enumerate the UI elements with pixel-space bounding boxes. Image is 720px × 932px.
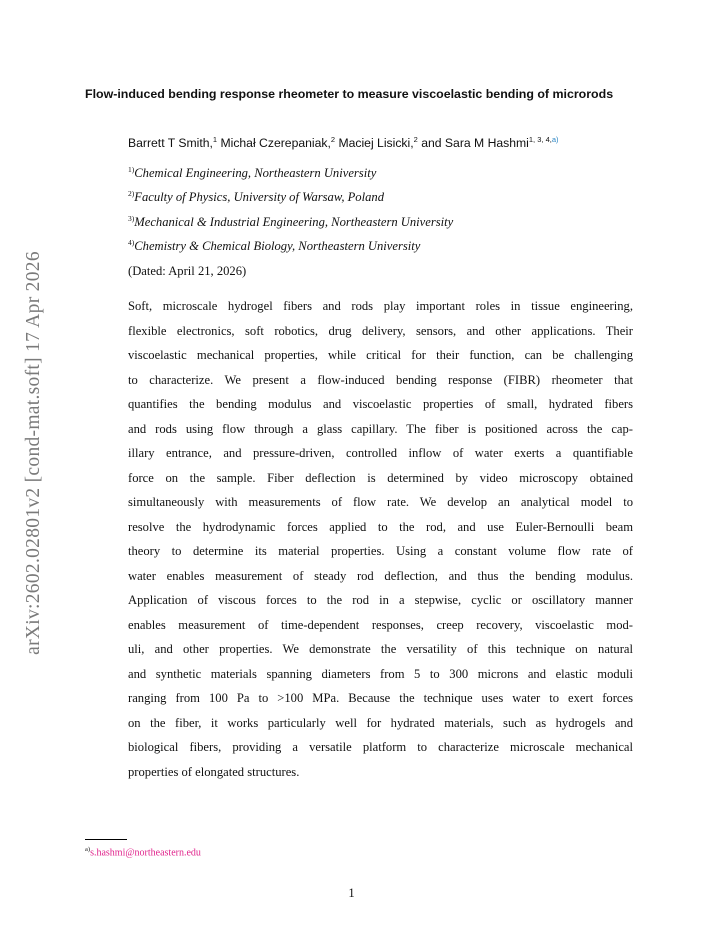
abstract-line: enables measurement of time-dependent responses, creep recovery, viscoelastic mod- — [128, 617, 633, 632]
affiliation: $^{1)}$Chemical Engineering, Northeastern University — [128, 165, 377, 181]
abstract-line: biological fibers, providing a versatile platform to characterize microscale mechanical — [128, 740, 633, 754]
author: Maciej Lisicki,$^2$ — [338, 135, 418, 151]
abstract-line: Application of viscous forces to the rod in a stepwise, cyclic or oscillatory manner — [128, 593, 633, 607]
page-number: 1 — [348, 886, 355, 900]
abstract-line: ranging from 100 Pa to >100 MPa. Because the technique uses water to exert forces — [128, 691, 633, 705]
abstract-line: simultaneously with measurements of flow rate. We develop an analytical model to — [128, 495, 633, 509]
abstract-line: viscoelastic mechanical properties, while critical for their function, can be challenging — [128, 348, 633, 362]
affiliation: $^{3)}$Mechanical & Industrial Engineering, Northeastern University — [128, 213, 454, 229]
affiliation-list — [128, 158, 453, 255]
paper-title: Flow-induced bending response rheometer to measure viscoelastic bending of microrods — [85, 87, 614, 101]
author: and Sara M Hashmi$^{1, 3, 4,a)}$ — [421, 135, 559, 151]
author: Barrett T Smith,$^1$ — [128, 135, 218, 151]
abstract-line: theory to determine its material properties. Using a constant volume flow rate of — [128, 544, 633, 558]
abstract-line: and synthetic materials spanning diameters from 5 to 300 microns and elastic moduli — [128, 666, 633, 681]
abstract — [128, 294, 633, 784]
abstract-line: resolve the hydrodynamic forces applied to the rod, and use Euler-Bernoulli beam — [128, 519, 633, 534]
abstract-line: quantifies the bending modulus and viscoelastic properties of small, hydrated fibers — [128, 397, 633, 411]
abstract-line: illary entrance, and pressure-driven, controlled inflow of water exerts a quantifiable — [128, 446, 633, 460]
email-link[interactable]: s.hashmi@northeastern.edu — [90, 847, 201, 859]
abstract-line: properties of elongated structures. — [128, 764, 300, 779]
author: Michał Czerepaniak,$^2$ — [220, 135, 336, 151]
arxiv-stamp — [22, 228, 46, 678]
abstract-line: water enables measurement of steady rod deflection, and thus the bending modulus. — [128, 568, 633, 583]
affiliation: $^{2)}$Faculty of Physics, University of Warsaw, Poland — [128, 189, 384, 205]
footnote: $^{a)}$s.hashmi@northeastern.edu — [85, 846, 201, 859]
abstract-line: Soft, microscale hydrogel fibers and rods play important roles in tissue engineering, — [128, 299, 633, 313]
arxiv-id: arXiv:2602.02801v2 [cond-mat.soft] 17 Apr 2026 — [23, 251, 44, 655]
abstract-line: flexible electronics, soft robotics, drug delivery, sensors, and other applications. Their — [128, 323, 633, 338]
abstract-line: force on the sample. Fiber deflection is determined by video microscopy obtained — [128, 470, 633, 485]
abstract-line: to characterize. We present a flow-induced bending response (FIBR) rheometer that — [128, 372, 633, 387]
abstract-line: on the fiber, it works particularly well for hydrated materials, such as hydrogels and — [128, 715, 633, 730]
author-list — [128, 135, 559, 150]
abstract-line: uli, and other properties. We demonstrate the versatility of this technique on natural — [128, 642, 633, 656]
affiliation: $^{4)}$Chemistry & Chemical Biology, Northeastern University — [128, 237, 421, 254]
footnote-rule — [85, 839, 127, 840]
dated-line: (Dated: April 21, 2026) — [128, 264, 247, 278]
footnote-link[interactable]: a) — [551, 135, 559, 144]
abstract-line: and rods using flow through a glass capillary. The fiber is positioned across the cap- — [128, 421, 633, 436]
